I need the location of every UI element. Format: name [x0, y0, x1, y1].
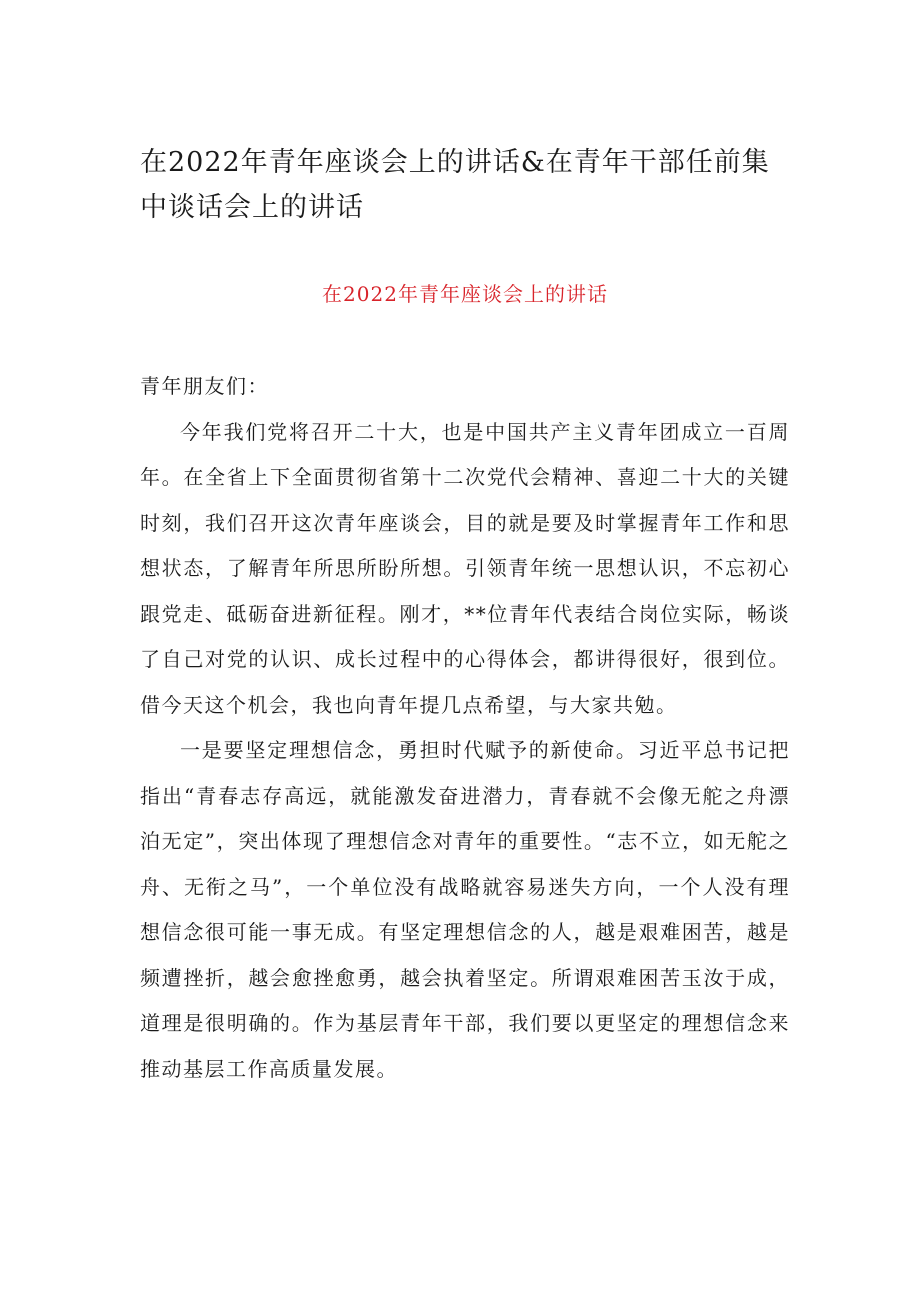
section-title: 在2022年青年座谈会上的讲话 [322, 282, 608, 306]
salutation: 青年朋友们： [140, 374, 269, 398]
document-body [140, 364, 790, 1092]
paragraph-point-one: 一是要坚定理想信念，勇担时代赋予的新使命。习近平总书记把指出“青春志存高远，就能激发奋进潜力，青春就不会像无舵之舟漂泊无定”，突出体现了理想信念对青年的重要性。“志不立，如无舵之舟、无衔之马”，一个单位没有战略就容易迷失方向，一个人没有理想信念很可能一事无成。有坚定理想信念的人，越是艰难困苦，越是频遭挫折，越会愈挫愈勇，越会执着坚定。所谓艰难困苦玉汝于成，道理是很明确的。作为基层青年干部，我们要以更坚定的理想信念来推动基层工作高质量发展。 [140, 738, 790, 1081]
document-title: 在2022年青年座谈会上的讲话&在青年干部任前集中谈话会上的讲话 [140, 147, 770, 223]
paragraph-intro: 今年我们党将召开二十大，也是中国共产主义青年团成立一百周年。在全省上下全面贯彻省第十二次党代会精神、喜迎二十大的关键时刻，我们召开这次青年座谈会，目的就是要及时掌握青年工作和思想状态，了解青年所思所盼所想。引领青年统一思想认识，不忘初心跟党走、砥砺奋进新征程。刚才，**位青年代表结合岗位实际，畅谈了自己对党的认识、成长过程中的心得体会，都讲得很好，很到位。借今天这个机会，我也向青年提几点希望，与大家共勉。 [140, 419, 790, 717]
